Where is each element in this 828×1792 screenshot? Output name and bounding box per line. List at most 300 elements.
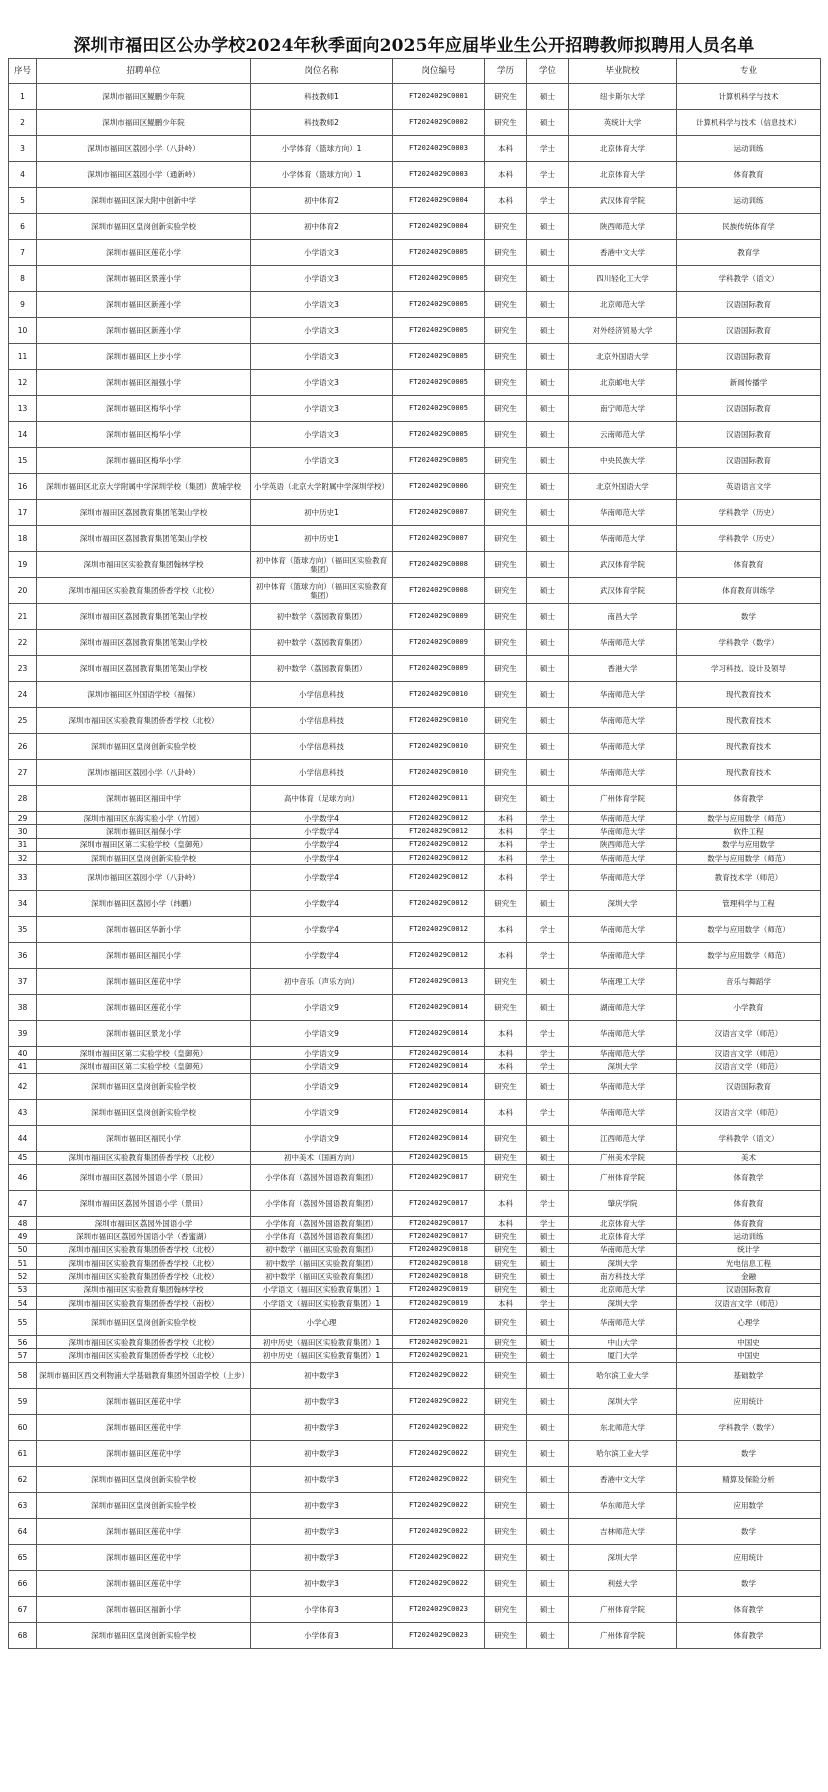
code-cell: FT2024029C0022	[393, 1518, 485, 1544]
degree-cell: 研究生	[485, 604, 527, 630]
degree-cell: 研究生	[485, 1283, 527, 1296]
code-cell: FT2024029C0005	[393, 292, 485, 318]
major-cell: 学科教学（语文）	[677, 266, 821, 292]
seq-cell: 38	[9, 995, 37, 1021]
seq-cell: 26	[9, 734, 37, 760]
table-row	[9, 943, 821, 969]
major-cell: 数学	[677, 604, 821, 630]
table-row	[9, 318, 821, 344]
position-cell: 初中数学3	[251, 1570, 393, 1596]
header-cell: 岗位编号	[393, 59, 485, 84]
major-cell: 学科教学（数学）	[677, 1414, 821, 1440]
seq-cell: 47	[9, 1191, 37, 1217]
seq-cell: 32	[9, 851, 37, 864]
position-cell: 小学语文3	[251, 344, 393, 370]
school-cell: 纽卡斯尔大学	[569, 84, 677, 110]
school-cell: 香港大学	[569, 656, 677, 682]
position-cell: 小学语文3	[251, 370, 393, 396]
seq-cell: 40	[9, 1047, 37, 1060]
school-cell: 英统计大学	[569, 110, 677, 136]
seq-cell: 22	[9, 630, 37, 656]
unit-cell: 深圳市福田区荔园教育集团笔架山学校	[37, 526, 251, 552]
unit-cell: 深圳市福田区新莲小学	[37, 292, 251, 318]
title-cell: 硕士	[527, 786, 569, 812]
position-cell: 小学语文9	[251, 1125, 393, 1151]
position-cell: 初中体育（篮球方向）（福田区实验教育集团）	[251, 578, 393, 604]
position-cell: 小学体育（荔园外国语教育集团）	[251, 1191, 393, 1217]
code-cell: FT2024029C0005	[393, 370, 485, 396]
school-cell: 华南师范大学	[569, 865, 677, 891]
table-row	[9, 734, 821, 760]
position-cell: 初中数学（福田区实验教育集团）	[251, 1256, 393, 1269]
major-cell: 汉语国际教育	[677, 292, 821, 318]
seq-cell: 31	[9, 838, 37, 851]
major-cell: 光电信息工程	[677, 1256, 821, 1269]
school-cell: 华南师范大学	[569, 917, 677, 943]
table-row	[9, 1388, 821, 1414]
unit-cell: 深圳市福田区实验教育集团侨香学校（北校）	[37, 1349, 251, 1362]
major-cell: 汉语国际教育	[677, 1283, 821, 1296]
unit-cell: 深圳市福田区实验教育集团侨香学校（南校）	[37, 1296, 251, 1309]
position-cell: 初中数学3	[251, 1440, 393, 1466]
seq-cell: 17	[9, 500, 37, 526]
degree-cell: 研究生	[485, 448, 527, 474]
position-cell: 初中数学3	[251, 1518, 393, 1544]
title-cell: 硕士	[527, 1243, 569, 1256]
unit-cell: 深圳市福田区福民小学	[37, 1125, 251, 1151]
table-row	[9, 162, 821, 188]
code-cell: FT2024029C0012	[393, 838, 485, 851]
title-cell: 硕士	[527, 760, 569, 786]
major-cell: 运动训练	[677, 1230, 821, 1243]
position-cell: 初中历史1	[251, 526, 393, 552]
seq-cell: 34	[9, 891, 37, 917]
degree-cell: 研究生	[485, 630, 527, 656]
unit-cell: 深圳市福田区莲花中学	[37, 969, 251, 995]
major-cell: 学科教学（数学）	[677, 630, 821, 656]
school-cell: 厦门大学	[569, 1349, 677, 1362]
code-cell: FT2024029C0012	[393, 865, 485, 891]
degree-cell: 研究生	[485, 969, 527, 995]
school-cell: 武汉体育学院	[569, 578, 677, 604]
seq-cell: 62	[9, 1466, 37, 1492]
major-cell: 中国史	[677, 1336, 821, 1349]
school-cell: 武汉体育学院	[569, 188, 677, 214]
school-cell: 华南师范大学	[569, 630, 677, 656]
seq-cell: 60	[9, 1414, 37, 1440]
unit-cell: 深圳市福田区皇岗创新实验学校	[37, 851, 251, 864]
school-cell: 华南师范大学	[569, 1310, 677, 1336]
degree-cell: 研究生	[485, 552, 527, 578]
unit-cell: 深圳市福田区华新小学	[37, 917, 251, 943]
unit-cell: 深圳市福田区皇岗创新实验学校	[37, 1466, 251, 1492]
unit-cell: 深圳市福田区实验教育集团翰林学校	[37, 552, 251, 578]
code-cell: FT2024029C0005	[393, 396, 485, 422]
code-cell: FT2024029C0014	[393, 1125, 485, 1151]
title-cell: 硕士	[527, 1570, 569, 1596]
degree-cell: 本科	[485, 162, 527, 188]
position-cell: 小学体育（荔园外国语教育集团）	[251, 1165, 393, 1191]
table-row	[9, 396, 821, 422]
school-cell: 江西师范大学	[569, 1125, 677, 1151]
seq-cell: 8	[9, 266, 37, 292]
school-cell: 陕西师范大学	[569, 838, 677, 851]
unit-cell: 深圳市福田区荔园教育集团笔架山学校	[37, 604, 251, 630]
code-cell: FT2024029C0007	[393, 500, 485, 526]
degree-cell: 本科	[485, 1191, 527, 1217]
school-cell: 深圳大学	[569, 891, 677, 917]
school-cell: 湖南师范大学	[569, 995, 677, 1021]
major-cell: 现代教育技术	[677, 708, 821, 734]
table-row	[9, 1151, 821, 1164]
major-cell: 现代教育技术	[677, 760, 821, 786]
title-cell: 硕士	[527, 630, 569, 656]
seq-cell: 52	[9, 1270, 37, 1283]
degree-cell: 研究生	[485, 1336, 527, 1349]
position-cell: 初中数学3	[251, 1466, 393, 1492]
position-cell: 小学数学4	[251, 917, 393, 943]
degree-cell: 研究生	[485, 760, 527, 786]
code-cell: FT2024029C0006	[393, 474, 485, 500]
school-cell: 哈尔滨工业大学	[569, 1362, 677, 1388]
seq-cell: 68	[9, 1622, 37, 1648]
hire-list-table	[8, 58, 821, 1649]
seq-cell: 49	[9, 1230, 37, 1243]
title-cell: 硕士	[527, 1165, 569, 1191]
major-cell: 汉语国际教育	[677, 344, 821, 370]
code-cell: FT2024029C0022	[393, 1362, 485, 1388]
title-cell: 硕士	[527, 266, 569, 292]
unit-cell: 深圳市福田区莲花中学	[37, 1570, 251, 1596]
code-cell: FT2024029C0005	[393, 266, 485, 292]
code-cell: FT2024029C0005	[393, 318, 485, 344]
unit-cell: 深圳市福田区莲花小学	[37, 240, 251, 266]
table-row	[9, 1021, 821, 1047]
code-cell: FT2024029C0011	[393, 786, 485, 812]
table-row	[9, 240, 821, 266]
title-cell: 学士	[527, 825, 569, 838]
unit-cell: 深圳市福田区梅华小学	[37, 448, 251, 474]
code-cell: FT2024029C0010	[393, 734, 485, 760]
seq-cell: 16	[9, 474, 37, 500]
seq-cell: 59	[9, 1388, 37, 1414]
unit-cell: 深圳市福田区莲花中学	[37, 1518, 251, 1544]
position-cell: 科技教师1	[251, 84, 393, 110]
degree-cell: 本科	[485, 825, 527, 838]
school-cell: 华南师范大学	[569, 734, 677, 760]
unit-cell: 深圳市福田区实验教育集团侨香学校（北校）	[37, 708, 251, 734]
title-cell: 硕士	[527, 1073, 569, 1099]
degree-cell: 研究生	[485, 786, 527, 812]
major-cell: 数学	[677, 1570, 821, 1596]
seq-cell: 3	[9, 136, 37, 162]
code-cell: FT2024029C0004	[393, 188, 485, 214]
position-cell: 初中数学（荔园教育集团）	[251, 656, 393, 682]
degree-cell: 研究生	[485, 370, 527, 396]
seq-cell: 65	[9, 1544, 37, 1570]
unit-cell: 深圳市福田区莲花中学	[37, 1544, 251, 1570]
title-cell: 硕士	[527, 1518, 569, 1544]
position-cell: 小学语文9	[251, 1047, 393, 1060]
seq-cell: 33	[9, 865, 37, 891]
school-cell: 云南师范大学	[569, 422, 677, 448]
position-cell: 小学语文3	[251, 396, 393, 422]
code-cell: FT2024029C0022	[393, 1440, 485, 1466]
degree-cell: 本科	[485, 1060, 527, 1073]
code-cell: FT2024029C0009	[393, 656, 485, 682]
code-cell: FT2024029C0005	[393, 344, 485, 370]
seq-cell: 45	[9, 1151, 37, 1164]
title-cell: 硕士	[527, 214, 569, 240]
unit-cell: 深圳市福田区北京大学附属中学深圳学校（集团）黄埔学校	[37, 474, 251, 500]
seq-cell: 57	[9, 1349, 37, 1362]
school-cell: 北京邮电大学	[569, 370, 677, 396]
title-cell: 硕士	[527, 110, 569, 136]
school-cell: 肇庆学院	[569, 1191, 677, 1217]
school-cell: 华南理工大学	[569, 969, 677, 995]
seq-cell: 54	[9, 1296, 37, 1309]
unit-cell: 深圳市福田区荔园小学（纬鹏）	[37, 891, 251, 917]
code-cell: FT2024029C0008	[393, 552, 485, 578]
position-cell: 小学语文3	[251, 448, 393, 474]
degree-cell: 研究生	[485, 1073, 527, 1099]
major-cell: 体育教学	[677, 786, 821, 812]
title-cell: 硕士	[527, 500, 569, 526]
unit-cell: 深圳市福田区深大附中创新中学	[37, 188, 251, 214]
seq-cell: 64	[9, 1518, 37, 1544]
seq-cell: 28	[9, 786, 37, 812]
position-cell: 小学体育3	[251, 1622, 393, 1648]
major-cell: 学科教学（历史）	[677, 526, 821, 552]
major-cell: 中国史	[677, 1349, 821, 1362]
position-cell: 高中体育（足球方向）	[251, 786, 393, 812]
title-cell: 学士	[527, 812, 569, 825]
unit-cell: 深圳市福田区皇岗创新实验学校	[37, 1073, 251, 1099]
major-cell: 心理学	[677, 1310, 821, 1336]
position-cell: 小学英语（北京大学附属中学深圳学校）	[251, 474, 393, 500]
table-row	[9, 1296, 821, 1309]
unit-cell: 深圳市福田区荔园小学（八卦岭）	[37, 865, 251, 891]
school-cell: 深圳大学	[569, 1060, 677, 1073]
degree-cell: 研究生	[485, 1151, 527, 1164]
title-cell: 硕士	[527, 1310, 569, 1336]
major-cell: 学科教学（语文）	[677, 1125, 821, 1151]
major-cell: 汉语言文学（师范）	[677, 1060, 821, 1073]
header-cell: 招聘单位	[37, 59, 251, 84]
major-cell: 软件工程	[677, 825, 821, 838]
seq-cell: 10	[9, 318, 37, 344]
major-cell: 汉语言文学（师范）	[677, 1296, 821, 1309]
position-cell: 初中数学（福田区实验教育集团）	[251, 1243, 393, 1256]
unit-cell: 深圳市福田区莲花小学	[37, 995, 251, 1021]
code-cell: FT2024029C0010	[393, 760, 485, 786]
school-cell: 华南师范大学	[569, 812, 677, 825]
table-row	[9, 838, 821, 851]
position-cell: 小学信息科技	[251, 708, 393, 734]
degree-cell: 研究生	[485, 1230, 527, 1243]
code-cell: FT2024029C0005	[393, 422, 485, 448]
seq-cell: 19	[9, 552, 37, 578]
title-cell: 硕士	[527, 1270, 569, 1283]
table-row	[9, 1099, 821, 1125]
header-cell: 学历	[485, 59, 527, 84]
degree-cell: 本科	[485, 188, 527, 214]
major-cell: 汉语国际教育	[677, 1073, 821, 1099]
position-cell: 小学语文9	[251, 1021, 393, 1047]
table-row	[9, 214, 821, 240]
degree-cell: 研究生	[485, 1596, 527, 1622]
position-cell: 初中数学3	[251, 1544, 393, 1570]
table-row	[9, 1596, 821, 1622]
degree-cell: 研究生	[485, 1256, 527, 1269]
major-cell: 数学与应用数学（师范）	[677, 812, 821, 825]
school-cell: 北京师范大学	[569, 1283, 677, 1296]
seq-cell: 58	[9, 1362, 37, 1388]
major-cell: 体育教育	[677, 162, 821, 188]
table-row	[9, 1362, 821, 1388]
position-cell: 小学数学4	[251, 812, 393, 825]
seq-cell: 61	[9, 1440, 37, 1466]
header-cell: 专业	[677, 59, 821, 84]
major-cell: 汉语国际教育	[677, 318, 821, 344]
degree-cell: 研究生	[485, 292, 527, 318]
position-cell: 小学体育（荔园外国语教育集团）	[251, 1230, 393, 1243]
table-row	[9, 1518, 821, 1544]
unit-cell: 深圳市福田区西交利物浦大学基础教育集团外国语学校（上步）	[37, 1362, 251, 1388]
school-cell: 华南师范大学	[569, 1099, 677, 1125]
degree-cell: 研究生	[485, 422, 527, 448]
code-cell: FT2024029C0010	[393, 682, 485, 708]
title-cell: 硕士	[527, 708, 569, 734]
seq-cell: 66	[9, 1570, 37, 1596]
table-row	[9, 604, 821, 630]
seq-cell: 14	[9, 422, 37, 448]
title-cell: 硕士	[527, 1492, 569, 1518]
title-cell: 硕士	[527, 1256, 569, 1269]
school-cell: 广州美术学院	[569, 1151, 677, 1164]
unit-cell: 深圳市福田区荔园教育集团笔架山学校	[37, 630, 251, 656]
degree-cell: 研究生	[485, 1125, 527, 1151]
major-cell: 数学	[677, 1440, 821, 1466]
unit-cell: 深圳市福田区福民小学	[37, 943, 251, 969]
seq-cell: 13	[9, 396, 37, 422]
major-cell: 体育教学	[677, 1165, 821, 1191]
degree-cell: 研究生	[485, 1518, 527, 1544]
code-cell: FT2024029C0017	[393, 1165, 485, 1191]
seq-cell: 2	[9, 110, 37, 136]
title-cell: 硕士	[527, 1230, 569, 1243]
title-cell: 学士	[527, 1060, 569, 1073]
major-cell: 应用统计	[677, 1388, 821, 1414]
unit-cell: 深圳市福田区荔园教育集团笔架山学校	[37, 500, 251, 526]
seq-cell: 25	[9, 708, 37, 734]
table-row	[9, 1622, 821, 1648]
degree-cell: 研究生	[485, 500, 527, 526]
school-cell: 华南师范大学	[569, 1073, 677, 1099]
code-cell: FT2024029C0017	[393, 1217, 485, 1230]
title-cell: 硕士	[527, 604, 569, 630]
code-cell: FT2024029C0012	[393, 891, 485, 917]
degree-cell: 研究生	[485, 344, 527, 370]
school-cell: 广州体育学院	[569, 1622, 677, 1648]
position-cell: 小学语文9	[251, 1073, 393, 1099]
seq-cell: 20	[9, 578, 37, 604]
code-cell: FT2024029C0012	[393, 917, 485, 943]
seq-cell: 4	[9, 162, 37, 188]
position-cell: 小学数学4	[251, 838, 393, 851]
major-cell: 数学与应用数学（师范）	[677, 851, 821, 864]
major-cell: 民族传统体育学	[677, 214, 821, 240]
unit-cell: 深圳市福田区莲花中学	[37, 1440, 251, 1466]
school-cell: 华东师范大学	[569, 1492, 677, 1518]
table-row	[9, 1466, 821, 1492]
major-cell: 体育教育	[677, 552, 821, 578]
degree-cell: 本科	[485, 1217, 527, 1230]
degree-cell: 本科	[485, 136, 527, 162]
seq-cell: 50	[9, 1243, 37, 1256]
table-row	[9, 1217, 821, 1230]
title-cell: 硕士	[527, 318, 569, 344]
degree-cell: 本科	[485, 812, 527, 825]
position-cell: 初中历史（福田区实验教育集团）1	[251, 1349, 393, 1362]
degree-cell: 研究生	[485, 1310, 527, 1336]
major-cell: 学科教学（历史）	[677, 500, 821, 526]
seq-cell: 36	[9, 943, 37, 969]
title-cell: 硕士	[527, 474, 569, 500]
major-cell: 汉语国际教育	[677, 448, 821, 474]
code-cell: FT2024029C0014	[393, 1099, 485, 1125]
title-cell: 硕士	[527, 1336, 569, 1349]
school-cell: 北京师范大学	[569, 292, 677, 318]
degree-cell: 研究生	[485, 578, 527, 604]
unit-cell: 深圳市福田区福田中学	[37, 786, 251, 812]
title-cell: 硕士	[527, 292, 569, 318]
table-row	[9, 1349, 821, 1362]
table-row	[9, 1230, 821, 1243]
unit-cell: 深圳市福田区皇岗创新实验学校	[37, 1310, 251, 1336]
major-cell: 体育教学	[677, 1622, 821, 1648]
title-cell: 硕士	[527, 1622, 569, 1648]
unit-cell: 深圳市福田区福强小学	[37, 370, 251, 396]
major-cell: 汉语国际教育	[677, 396, 821, 422]
code-cell: FT2024029C0018	[393, 1243, 485, 1256]
position-cell: 初中数学3	[251, 1362, 393, 1388]
major-cell: 现代教育技术	[677, 682, 821, 708]
school-cell: 华南师范大学	[569, 500, 677, 526]
position-cell: 小学语文（福田区实验教育集团）1	[251, 1283, 393, 1296]
seq-cell: 6	[9, 214, 37, 240]
code-cell: FT2024029C0022	[393, 1544, 485, 1570]
table-row	[9, 1414, 821, 1440]
title-cell: 硕士	[527, 1151, 569, 1164]
major-cell: 基础数学	[677, 1362, 821, 1388]
code-cell: FT2024029C0019	[393, 1283, 485, 1296]
table-row	[9, 1165, 821, 1191]
table-row	[9, 682, 821, 708]
unit-cell: 深圳市福田区第二实验学校（皇御苑）	[37, 1047, 251, 1060]
school-cell: 北京外国语大学	[569, 474, 677, 500]
degree-cell: 研究生	[485, 1165, 527, 1191]
code-cell: FT2024029C0018	[393, 1256, 485, 1269]
unit-cell: 深圳市福田区鲲鹏少年院	[37, 84, 251, 110]
unit-cell: 深圳市福田区福新小学	[37, 1596, 251, 1622]
title-cell: 硕士	[527, 656, 569, 682]
position-cell: 初中体育2	[251, 188, 393, 214]
degree-cell: 研究生	[485, 995, 527, 1021]
title-cell: 学士	[527, 162, 569, 188]
degree-cell: 本科	[485, 1047, 527, 1060]
unit-cell: 深圳市福田区皇岗创新实验学校	[37, 1622, 251, 1648]
